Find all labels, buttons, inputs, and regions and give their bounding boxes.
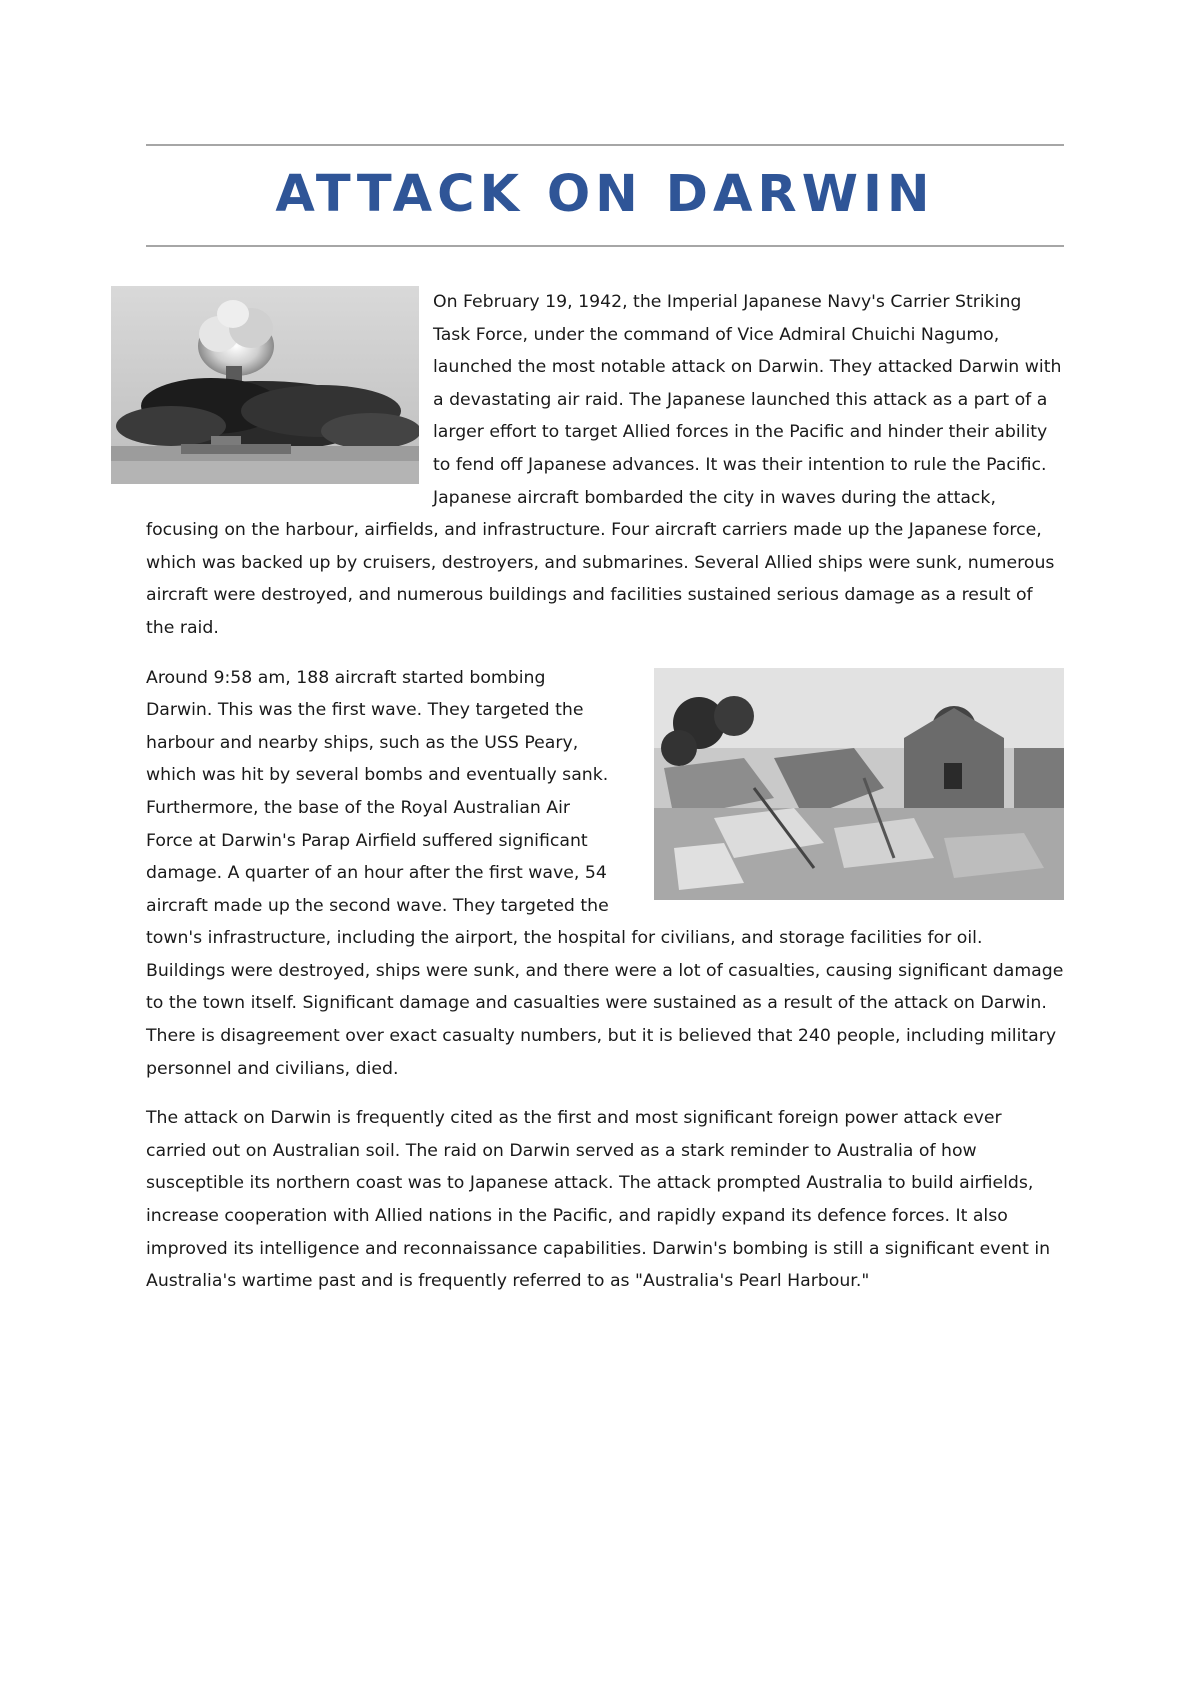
- paragraph-2: Around 9:58 am, 188 aircraft started bombing Darwin. This was the first wave. They targeted the harbour and nearby ships, such as the USS Peary, which was hit by several bombs and eventually sank. Furthermore, the base of the Royal Australian Air Force at Darwin's Parap Airfield suffered significant damage. A quarter of an hour after the first wave, 54 aircraft made up the second wave. They targeted the town's infrastructure, including the airport, the hospital for civilians, and storage facilities for oil. Buildings were destroyed, ships were sunk, and there were a lot of casualties, causing significant damage to the town itself. Significant damage and casualties were sustained as a result of the attack on Darwin. There is disagreement over exact casualty numbers, but it is believed that 240 people, including military personnel and civilians, died.: [146, 667, 1064, 1079]
- explosion-photo: [111, 286, 419, 484]
- page-title: ATTACK ON DARWIN: [275, 165, 935, 224]
- paragraph-1: On February 19, 1942, the Imperial Japanese Navy's Carrier Striking Task Force, under the command of Vice Admiral Chuichi Nagumo, launched the most notable attack on Darwin. They attacked Darwin with a devastating air raid. The Japanese launched this attack as a part of a larger effort to target Allied forces in the Pacific and hinder their ability to fend off Japanese advances. It was their intention to rule the Pacific. Japanese aircraft bombarded the city in waves during the attack, focusing on the harbour, airfields, and infrastructure. Four aircraft carriers made up the Japanese force, which was backed up by cruisers, destroyers, and submarines. Several Allied ships were sunk, numerous aircraft were destroyed, and numerous buildings and facilities sustained serious damage as a result of the raid.: [146, 286, 1064, 645]
- paragraph-3: The attack on Darwin is frequently cited as the first and most significant foreign power attack ever carried out on Australian soil. The raid on Darwin served as a stark reminder to Australia of how susceptible its northern coast was to Japanese attack. The attack prompted Australia to build airfields, increase cooperation with Allied nations in the Pacific, and rapidly expand its defence forces. It also improved its intelligence and reconnaissance capabilities. Darwin's bombing is still a significant event in Australia's wartime past and is frequently referred to as "Australia's Pearl Harbour.": [146, 1108, 1051, 1292]
- title-rule-bottom: [146, 245, 1064, 247]
- title-rule-top: [146, 144, 1064, 146]
- destroyed-buildings-photo: [654, 668, 1064, 900]
- article-body: [146, 286, 1064, 1315]
